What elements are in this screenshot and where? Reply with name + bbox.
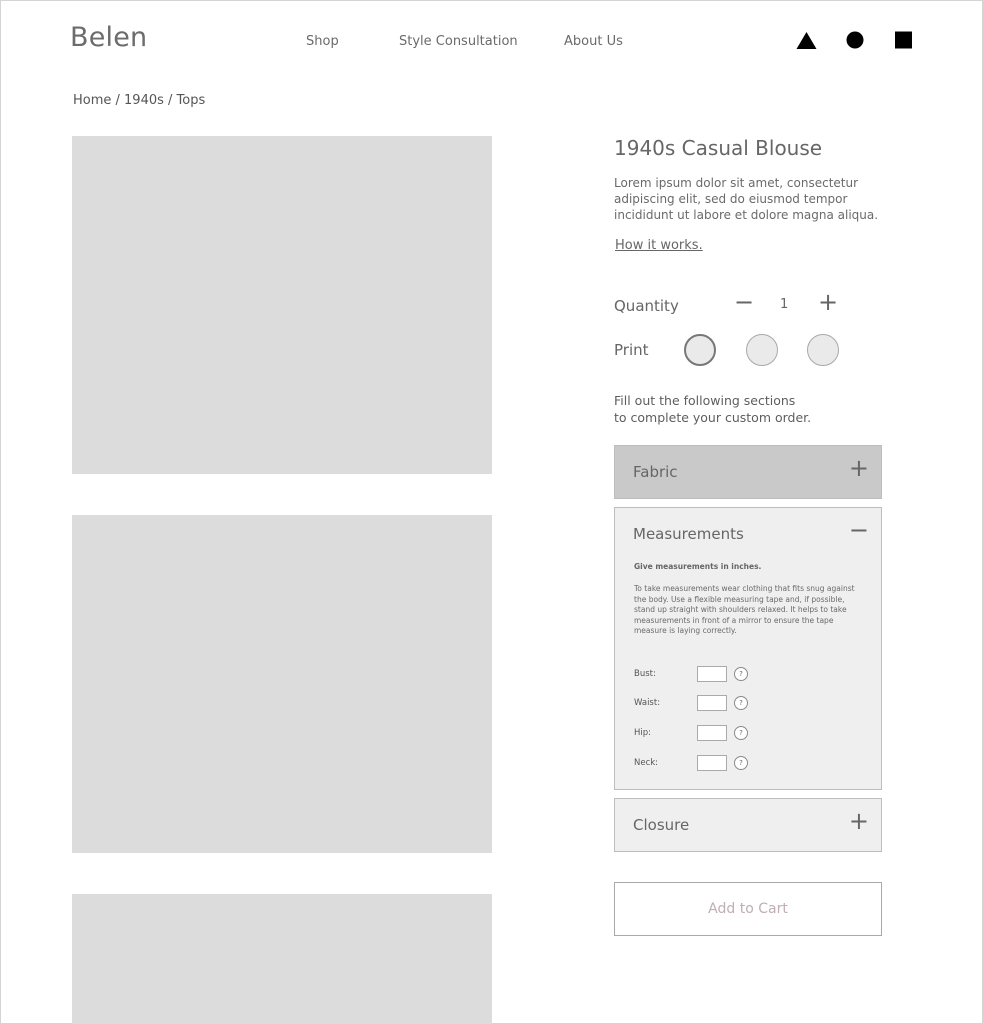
hip-input[interactable] [697,725,727,741]
measurements-help-text: To take measurements wear clothing that fits snug against the body. Use a flexible measuring tape and, if possible, stand up straight with shoulders relaxed. It helps to take measurements in front of a mirror to ensure the tape measure is laying correctly. [634,584,855,635]
quantity-increment-button[interactable]: + [818,288,839,316]
bust-label: Bust: [634,669,656,679]
print-swatch-3[interactable] [807,334,839,366]
neck-help-icon[interactable]: ? [734,756,748,770]
breadcrumb[interactable]: Home / 1940s / Tops [73,93,206,108]
product-description: Lorem ipsum dolor sit amet, consectetur adipiscing elit, sed do eiusmod tempor incididunt ut labore et dolore magna aliqua. [614,176,879,222]
bust-input[interactable] [697,666,727,682]
how-it-works-link[interactable]: How it works. [615,238,703,253]
measurements-section-title[interactable]: Measurements [633,525,744,543]
fabric-section-title: Fabric [633,463,678,481]
product-image-1 [72,136,492,474]
waist-help-icon[interactable]: ? [734,696,748,710]
add-to-cart-button[interactable]: Add to Cart [614,882,882,936]
quantity-decrement-button[interactable]: − [734,288,755,316]
order-instructions-line-2: to complete your custom order. [614,410,812,425]
order-instructions [614,392,811,426]
nav-style-consultation[interactable]: Style Consultation [399,34,518,49]
measurements-note: Give measurements in inches. [634,562,762,571]
order-instructions-line-1: Fill out the following sections [614,393,796,408]
expand-icon[interactable]: + [848,454,869,482]
bust-help-icon[interactable]: ? [734,667,748,681]
quantity-label: Quantity [614,297,679,315]
nav-about-us[interactable]: About Us [564,34,623,49]
product-image-3 [72,894,492,1024]
waist-label: Waist: [634,698,661,708]
measurements-section [614,507,882,790]
expand-icon[interactable]: + [848,807,869,835]
product-image-2 [72,515,492,853]
closure-section-header[interactable] [614,798,882,852]
product-title: 1940s Casual Blouse [614,136,823,160]
triangle-icon[interactable] [796,31,817,50]
nav-shop[interactable]: Shop [306,34,339,49]
hip-label: Hip: [634,728,652,738]
print-swatch-1[interactable] [684,334,716,366]
fabric-section-header[interactable] [614,445,882,499]
print-label: Print [614,341,649,359]
closure-section-title: Closure [633,816,690,834]
site-logo[interactable]: Belen [70,22,148,53]
hip-help-icon[interactable]: ? [734,726,748,740]
neck-label: Neck: [634,758,659,768]
neck-input[interactable] [697,755,727,771]
waist-input[interactable] [697,695,727,711]
square-icon[interactable] [895,31,912,49]
quantity-value: 1 [780,297,789,312]
circle-icon[interactable] [846,31,864,49]
collapse-icon[interactable]: − [848,516,869,544]
print-swatch-2[interactable] [746,334,778,366]
